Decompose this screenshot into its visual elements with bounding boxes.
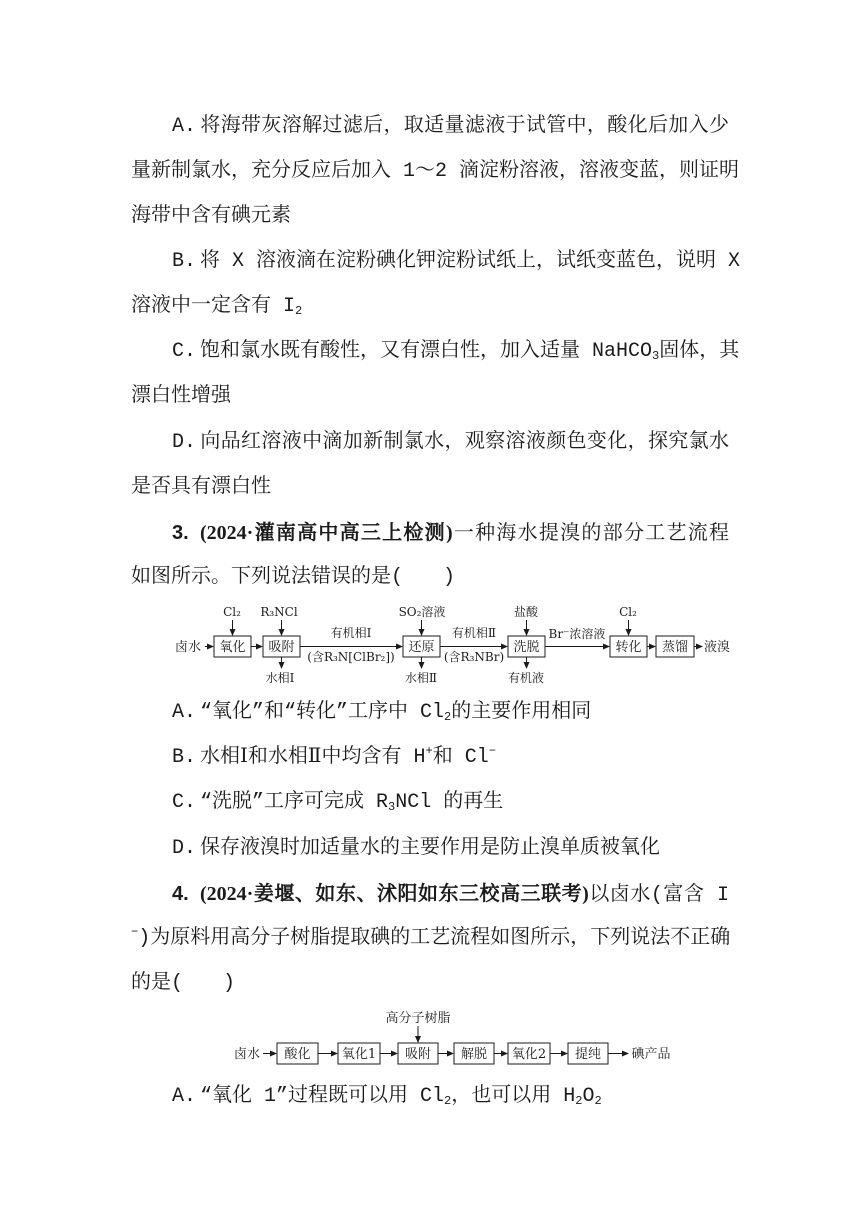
step-label-oxidation: 氧化 [219, 640, 246, 655]
option-text: “氧化”和“转化”工序中 Cl [200, 701, 445, 724]
question-stem: 以卤水(富含 I [588, 884, 729, 907]
input-label-elution: 盐酸 [513, 605, 539, 619]
question-source: (2024·灌南高中高三上检测) [200, 522, 453, 544]
option-label: D. [172, 837, 197, 860]
option-text: 溶液中一定含有 I [131, 295, 296, 318]
q4-flow-diagram [0, 1005, 860, 1075]
option-label: D. [172, 431, 197, 454]
option-text: O [582, 1085, 595, 1108]
option-label: B. [172, 746, 197, 769]
link-note-organic1: (含R₃N[ClBr₂]) [307, 650, 395, 664]
link-label-organic1: 有机相Ⅰ [330, 626, 372, 640]
output-label-reduction: 水相Ⅱ [404, 671, 438, 685]
option-text: 固体，其 [659, 340, 740, 363]
option-text: ，也可以用 H [451, 1085, 576, 1108]
subscript: 2 [295, 304, 303, 318]
option-label: A. [172, 1085, 197, 1108]
link-note-organic2: (含R₃NBr) [443, 650, 505, 664]
q3-option-b [172, 743, 729, 773]
q2-option-c-line1 [172, 337, 740, 367]
option-text: “洗脱”工序可完成 R [200, 791, 389, 814]
q3-option-d [172, 834, 729, 864]
q4-stem-line3: 的是( ) [131, 972, 236, 995]
q2-option-d-line2: 是否具有漂白性 [131, 476, 271, 499]
output-label-elution: 有机液 [507, 671, 545, 685]
step-label-reduction: 还原 [408, 640, 435, 655]
option-text: 将海带灰溶解过滤后，取适量滤液于试管中，酸化后加入少 [200, 115, 729, 138]
option-label: A. [172, 701, 197, 724]
superscript: + [425, 744, 433, 758]
question-stem: )为原料用高分子树脂提取碘的工艺流程如图所示，下列说法不正确 [138, 927, 731, 950]
q2-option-b-line2 [131, 292, 729, 322]
q2-option-a-line2: 量新制氯水，充分反应后加入 1～2 滴淀粉溶液，溶液变蓝，则证明 [131, 160, 740, 183]
link-label-organic2: 有机相Ⅱ [451, 626, 497, 640]
output-label-adsorption: 水相Ⅰ [265, 671, 295, 685]
option-label: C. [172, 340, 197, 363]
superscript: − [131, 925, 139, 939]
option-text: 和 Cl [432, 746, 489, 769]
step-label-acidify: 酸化 [284, 1047, 311, 1062]
option-label: A. [172, 115, 197, 138]
q3-stem-line1 [172, 518, 729, 548]
step-label-adsorption: 吸附 [404, 1047, 432, 1062]
subscript: 3 [652, 349, 660, 363]
superscript: − [488, 744, 496, 758]
subscript: 2 [444, 710, 452, 724]
question-source: (2024·姜堰、如东、沭阳如东三校高三联考) [200, 883, 589, 905]
q3-stem-line2: 如图所示。下列说法错误的是( ) [131, 566, 456, 589]
subscript: 2 [594, 1094, 602, 1108]
q2-option-b-line1 [172, 247, 741, 277]
subscript: 2 [444, 1094, 452, 1108]
input-label-conversion: Cl₂ [619, 605, 637, 619]
input-label-reduction: SO₂溶液 [398, 605, 446, 619]
step-label-oxidation2: 氧化2 [511, 1047, 547, 1062]
flow-start-label: 卤水 [174, 640, 202, 655]
step-label-purify: 提纯 [574, 1047, 602, 1062]
q2-option-d-line1 [172, 428, 729, 458]
subscript: 3 [388, 800, 396, 814]
q2-option-a-line1 [172, 112, 729, 142]
input-label-resin: 高分子树脂 [385, 1011, 451, 1026]
option-text: 将 X 溶液滴在淀粉碘化钾淀粉试纸上，试纸变蓝色，说明 X [200, 250, 741, 273]
option-label: B. [172, 250, 197, 273]
question-number: 4. [172, 883, 189, 905]
q3-option-c [172, 788, 729, 818]
question-number: 3. [172, 522, 189, 544]
option-text: 向品红溶液中滴加新制氯水，观察溶液颜色变化，探究氯水 [200, 431, 729, 454]
link-label-bromide: Br⁻浓溶液 [548, 627, 606, 641]
q3-option-a [172, 698, 729, 728]
step-label-elution: 洗脱 [513, 640, 540, 655]
q2-option-a-line3: 海带中含有碘元素 [131, 205, 291, 228]
flow-start-label: 卤水 [233, 1047, 261, 1062]
input-label-oxidation: Cl₂ [223, 605, 241, 619]
step-label-oxidation1: 氧化1 [341, 1047, 377, 1062]
step-label-distillation: 蒸馏 [661, 640, 689, 655]
option-text: 饱和氯水既有酸性，又有漂白性，加入适量 NaHCO [200, 340, 653, 363]
q3-flow-diagram [0, 598, 860, 694]
step-label-adsorption: 吸附 [268, 640, 295, 655]
flow-end-label: 碘产品 [631, 1047, 671, 1062]
input-label-adsorption: R₃NCl [260, 605, 298, 619]
question-stem: 一种海水提溴的部分工艺流程 [452, 523, 730, 546]
flow-end-label: 液溴 [703, 640, 731, 655]
q4-stem-line2 [131, 924, 729, 954]
option-text: NCl 的再生 [395, 791, 504, 814]
option-label: C. [172, 791, 197, 814]
subscript: 2 [575, 1094, 583, 1108]
option-text: 保存液溴时加适量水的主要作用是防止溴单质被氧化 [200, 837, 660, 860]
step-label-conversion: 转化 [615, 640, 642, 655]
option-text: 水相Ⅰ和水相Ⅱ中均含有 H [200, 746, 426, 769]
step-label-desorption: 解脱 [460, 1047, 488, 1062]
option-text: “氧化 1”过程既可以用 Cl [200, 1085, 445, 1108]
q2-option-c-line2: 漂白性增强 [131, 385, 231, 408]
q4-stem-line1 [172, 879, 729, 909]
option-text: 的主要作用相同 [451, 701, 592, 724]
q4-option-a [172, 1082, 729, 1112]
